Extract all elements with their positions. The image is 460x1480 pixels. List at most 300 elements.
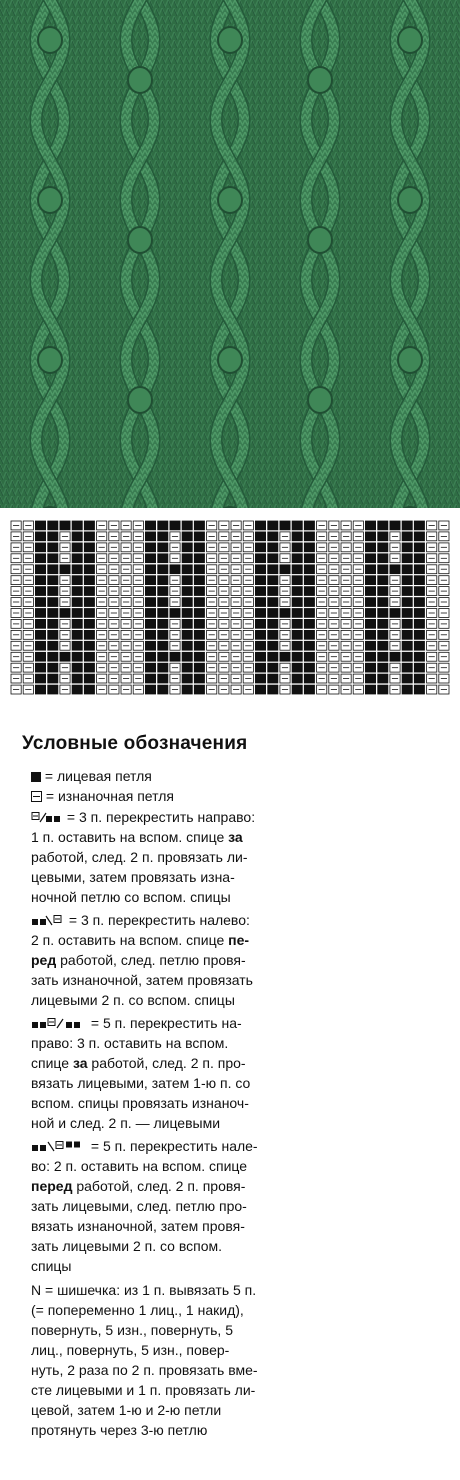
knit-cell [414,641,424,650]
knit-cell [365,685,375,694]
knit-cell [35,674,45,683]
knit-cell [292,587,302,596]
knit-cell [414,630,424,639]
bobble-symbol-icon: N [31,1282,42,1298]
knit-cell [268,554,278,563]
knit-cell [304,554,314,563]
bobble [308,227,332,253]
knit-cell [390,652,400,661]
c3l-line-3: зать изнаночной, затем провязать [31,972,253,988]
cable-3-right-icon [31,812,63,823]
bobble-line-6: цевой, затем 1-ю и 2-ю петли [31,1402,222,1418]
knit-cell [72,576,82,585]
knit-cell [72,663,82,672]
knit-cell [414,532,424,541]
cable-3-left-icon [31,915,65,926]
knit-cell [145,630,155,639]
knit-cell [35,663,45,672]
knit-cell [72,521,82,530]
knit-cell [84,685,94,694]
knit-cell [304,521,314,530]
knit-cell [390,609,400,618]
knit-cell [304,663,314,672]
knit-cell [84,652,94,661]
knit-cell [402,663,412,672]
knit-cell [182,609,192,618]
knit-cell [145,609,155,618]
knit-cell [48,652,58,661]
knit-cell [255,576,265,585]
knit-cell [72,554,82,563]
knit-cell [145,565,155,574]
knit-cell [72,565,82,574]
knit-cell [84,587,94,596]
knit-cell [48,565,58,574]
knit-cell [145,641,155,650]
knit-cell [158,532,168,541]
bobble [218,27,242,53]
knit-cell [72,630,82,639]
legend-knit-row [31,767,152,785]
bobble [398,27,422,53]
knit-cell [72,674,82,683]
knit-cell [414,685,424,694]
knit-cell [378,521,388,530]
knit-cell [48,619,58,628]
bobble [398,187,422,213]
knit-cell [255,630,265,639]
knit-cell [35,521,45,530]
cable-5-left-icon [31,1141,87,1152]
knit-cell [72,609,82,618]
knit-cell [72,543,82,552]
legend-c3l [31,910,321,1010]
chart-grid [10,520,450,695]
knit-cell [292,652,302,661]
knit-cell [304,543,314,552]
legend-bobble [31,1280,321,1440]
knit-cell [194,652,204,661]
c3r-line-3: цевыми, затем провязать изна- [31,869,235,885]
knit-cell [414,652,424,661]
knit-cell [255,619,265,628]
knit-cell [60,521,70,530]
knit-cell [304,630,314,639]
knit-cell [390,565,400,574]
knit-cell [194,685,204,694]
knit-cell [304,641,314,650]
knit-cell [292,576,302,585]
knit-cell [378,630,388,639]
knit-cell [304,674,314,683]
knit-cell [48,685,58,694]
knit-cell [414,674,424,683]
knit-cell [194,587,204,596]
knit-cell [84,521,94,530]
knit-cell [365,652,375,661]
legend-purl-row [31,787,174,805]
knit-cell [268,619,278,628]
knit-cell [35,619,45,628]
knit-cell [182,685,192,694]
knit-cell [378,532,388,541]
knit-cell [255,652,265,661]
knit-cell [182,554,192,563]
knit-cell [35,598,45,607]
knit-cell [48,609,58,618]
bobble [218,187,242,213]
bobble [38,187,62,213]
legend-title: Условные обозначения [22,733,248,754]
knit-cell [365,576,375,585]
knit-cell [48,598,58,607]
knit-cell [145,587,155,596]
knit-cell [72,652,82,661]
knit-cell [255,685,265,694]
c3r-line-4: ночной петлю со вспом. спицы [31,889,231,905]
knit-cell [304,685,314,694]
knit-cell [145,674,155,683]
knit-cell [414,576,424,585]
knit-cell [35,685,45,694]
knit-cell [255,565,265,574]
knit-cell [255,674,265,683]
knit-cell [292,630,302,639]
knit-cell [194,674,204,683]
legend-knit-text: = лицевая петля [44,768,152,784]
knit-cell [158,663,168,672]
legend-c5l [31,1136,321,1276]
knit-cell [84,641,94,650]
c5l-line-4: вязать изнаночной, затем провя- [31,1218,245,1234]
knit-cell [365,619,375,628]
knit-cell [292,565,302,574]
knit-cell [158,641,168,650]
knit-cell [158,565,168,574]
knit-cell [48,532,58,541]
knit-cell [268,565,278,574]
knit-cell [365,587,375,596]
knit-cell [255,543,265,552]
knit-cell [268,641,278,650]
knit-cell [292,641,302,650]
knit-cell [84,609,94,618]
knit-cell [84,554,94,563]
c3l-line-0: = 3 п. перекрестить налево: [68,912,250,928]
purl-stitch-icon [31,791,42,802]
knit-cell [84,674,94,683]
knit-cell [60,652,70,661]
knit-cell [72,685,82,694]
knit-cell [414,619,424,628]
knit-cell [255,663,265,672]
bobble-line-5: сте лицевыми и 1 п. провязать ли- [31,1382,256,1398]
knit-cell [158,685,168,694]
knit-cell [170,521,180,530]
knit-cell [145,543,155,552]
knit-cell [35,576,45,585]
bobble-line-0: = шишечка: из 1 п. вывязать 5 п. [45,1282,257,1298]
bobble-line-3: лиц., повернуть, 5 изн., повер- [31,1342,230,1358]
knit-cell [402,521,412,530]
knit-cell [304,598,314,607]
knit-cell [414,565,424,574]
knit-cell [402,641,412,650]
knit-cell [194,630,204,639]
knit-cell [378,641,388,650]
knit-cell [84,532,94,541]
knit-cell [35,532,45,541]
bobble [38,347,62,373]
knit-cell [194,598,204,607]
knit-cell [60,609,70,618]
knit-cell [280,609,290,618]
knit-cell [145,576,155,585]
knit-cell [145,554,155,563]
knit-cell [194,554,204,563]
c3l-line-1: 2 п. оставить на вспом. спице пе- [31,932,250,948]
c5r-line-3: вязать лицевыми, затем 1-ю п. со [31,1075,251,1091]
c5l-line-6: спицы [31,1258,72,1274]
knit-cell [35,641,45,650]
knit-cell [402,532,412,541]
bobble [128,387,152,413]
bobble [38,27,62,53]
knit-cell [255,532,265,541]
knit-cell [365,674,375,683]
knit-cell [182,543,192,552]
knit-cell [402,554,412,563]
knit-cell [378,619,388,628]
knit-cell [292,663,302,672]
knit-cell [414,587,424,596]
knit-cell [414,663,424,672]
bobble-line-4: нуть, 2 раза по 2 п. провязать вме- [31,1362,258,1378]
knit-cell [182,521,192,530]
knit-cell [84,619,94,628]
knit-cell [84,663,94,672]
knit-cell [402,587,412,596]
knit-cell [402,619,412,628]
knit-cell [268,685,278,694]
knit-cell [48,641,58,650]
knit-cell [182,641,192,650]
knit-cell [158,576,168,585]
bobble [218,347,242,373]
knit-cell [365,609,375,618]
knit-cell [268,532,278,541]
knit-cell [268,543,278,552]
knit-cell [304,576,314,585]
c5l-line-3: зать лицевыми, след. петлю про- [31,1198,247,1214]
knit-cell [378,598,388,607]
knit-cell [402,609,412,618]
knit-cell [390,521,400,530]
knit-cell [182,619,192,628]
knit-cell [292,543,302,552]
knit-cell [378,674,388,683]
knit-cell [158,521,168,530]
bobble [128,67,152,93]
c3r-line-0: = 3 п. перекрестить направо: [66,809,256,825]
c5l-line-1: во: 2 п. оставить на вспом. спице [31,1158,248,1174]
knit-cell [145,663,155,672]
knit-cell [402,652,412,661]
knit-cell [365,598,375,607]
knit-cell [255,587,265,596]
knit-cell [292,685,302,694]
knit-cell [402,565,412,574]
knit-cell [182,674,192,683]
knit-cell [145,652,155,661]
c5r-line-4: вспом. спицы провязать изнаноч- [31,1095,249,1111]
knit-cell [194,565,204,574]
knit-cell [268,609,278,618]
knit-cell [268,598,278,607]
c5r-line-5: ной и след. 2 п. — лицевыми [31,1115,221,1131]
knit-cell [365,532,375,541]
knit-cell [182,532,192,541]
bobble [398,347,422,373]
knit-cell [84,576,94,585]
legend-c3r [31,807,321,907]
knit-cell [255,609,265,618]
knit-cell [280,565,290,574]
knit-cell [304,532,314,541]
bobble [308,387,332,413]
c3r-line-2: работой, след. 2 п. провязать ли- [31,849,248,865]
knit-cell [378,652,388,661]
knit-cell [194,576,204,585]
knit-cell [170,652,180,661]
knit-cell [402,685,412,694]
knit-cell [378,609,388,618]
knit-cell [304,565,314,574]
knit-cell [182,576,192,585]
knit-cell [402,543,412,552]
knit-cell [35,652,45,661]
knit-cell [158,674,168,683]
knit-cell [182,630,192,639]
knit-cell [145,685,155,694]
knit-cell [292,532,302,541]
knit-cell [84,565,94,574]
knit-cell [48,587,58,596]
knit-cell [304,609,314,618]
knit-cell [194,521,204,530]
legend-purl-text: = изнаночная петля [45,788,174,804]
bobble-line-1: (= попеременно 1 лиц., 1 накид), [31,1302,244,1318]
knit-cell [378,554,388,563]
knit-cell [365,554,375,563]
knit-cell [378,663,388,672]
knit-cell [35,554,45,563]
knit-cell [268,630,278,639]
knit-cell [304,652,314,661]
bobble-line-7: протянуть через 3-ю петлю [31,1422,208,1438]
knit-cell [158,598,168,607]
knit-cell [292,674,302,683]
knit-cell [182,587,192,596]
c5l-line-5: зать лицевыми 2 п. со вспом. [31,1238,222,1254]
knit-cell [48,543,58,552]
knit-cell [402,576,412,585]
knit-cell [292,521,302,530]
knit-cell [378,543,388,552]
cable-5-right-icon [31,1018,87,1029]
knit-cell [194,663,204,672]
knit-cell [292,598,302,607]
knit-cell [402,598,412,607]
knit-cell [48,674,58,683]
c3l-line-4: лицевыми 2 п. со вспом. спицы [31,992,235,1008]
bobble [128,227,152,253]
knit-cell [414,521,424,530]
knit-cell [292,609,302,618]
knit-cell [268,652,278,661]
knit-cell [170,609,180,618]
knit-cell [48,521,58,530]
knit-cell [158,630,168,639]
knit-cell [182,565,192,574]
legend-c5r [31,1013,321,1133]
knit-cell [158,609,168,618]
knit-stitch-icon [31,772,41,782]
cable-pattern-illustration [0,0,460,508]
knit-cell [304,587,314,596]
knit-cell [414,609,424,618]
knit-cell [35,630,45,639]
knit-cell [255,641,265,650]
knit-cell [48,576,58,585]
knit-cell [292,619,302,628]
knit-cell [158,652,168,661]
knit-cell [72,587,82,596]
knit-cell [158,619,168,628]
knit-cell [378,576,388,585]
knit-cell [194,609,204,618]
knit-sample-photo [0,0,460,508]
c5r-line-1: право: 3 п. оставить на вспом. [31,1035,229,1051]
knit-cell [72,532,82,541]
knit-cell [414,598,424,607]
knit-cell [365,543,375,552]
knit-cell [35,609,45,618]
knit-cell [182,652,192,661]
c5r-line-2: спице за работой, след. 2 п. про- [31,1055,246,1071]
knit-cell [402,630,412,639]
bobble-line-2: повернуть, 5 изн., повернуть, 5 [31,1322,233,1338]
knit-cell [84,543,94,552]
knit-cell [255,598,265,607]
knit-cell [304,619,314,628]
knit-cell [72,598,82,607]
knit-cell [268,663,278,672]
knit-cell [414,543,424,552]
knit-cell [158,543,168,552]
knit-cell [268,587,278,596]
c5r-line-0: = 5 п. перекрестить на- [90,1015,242,1031]
c3l-line-2: ред работой, след. петлю провя- [31,952,246,968]
knit-cell [378,587,388,596]
knit-cell [365,565,375,574]
knit-cell [170,565,180,574]
knit-cell [194,619,204,628]
knit-cell [35,565,45,574]
knit-cell [158,587,168,596]
knit-cell [145,598,155,607]
knit-cell [194,641,204,650]
